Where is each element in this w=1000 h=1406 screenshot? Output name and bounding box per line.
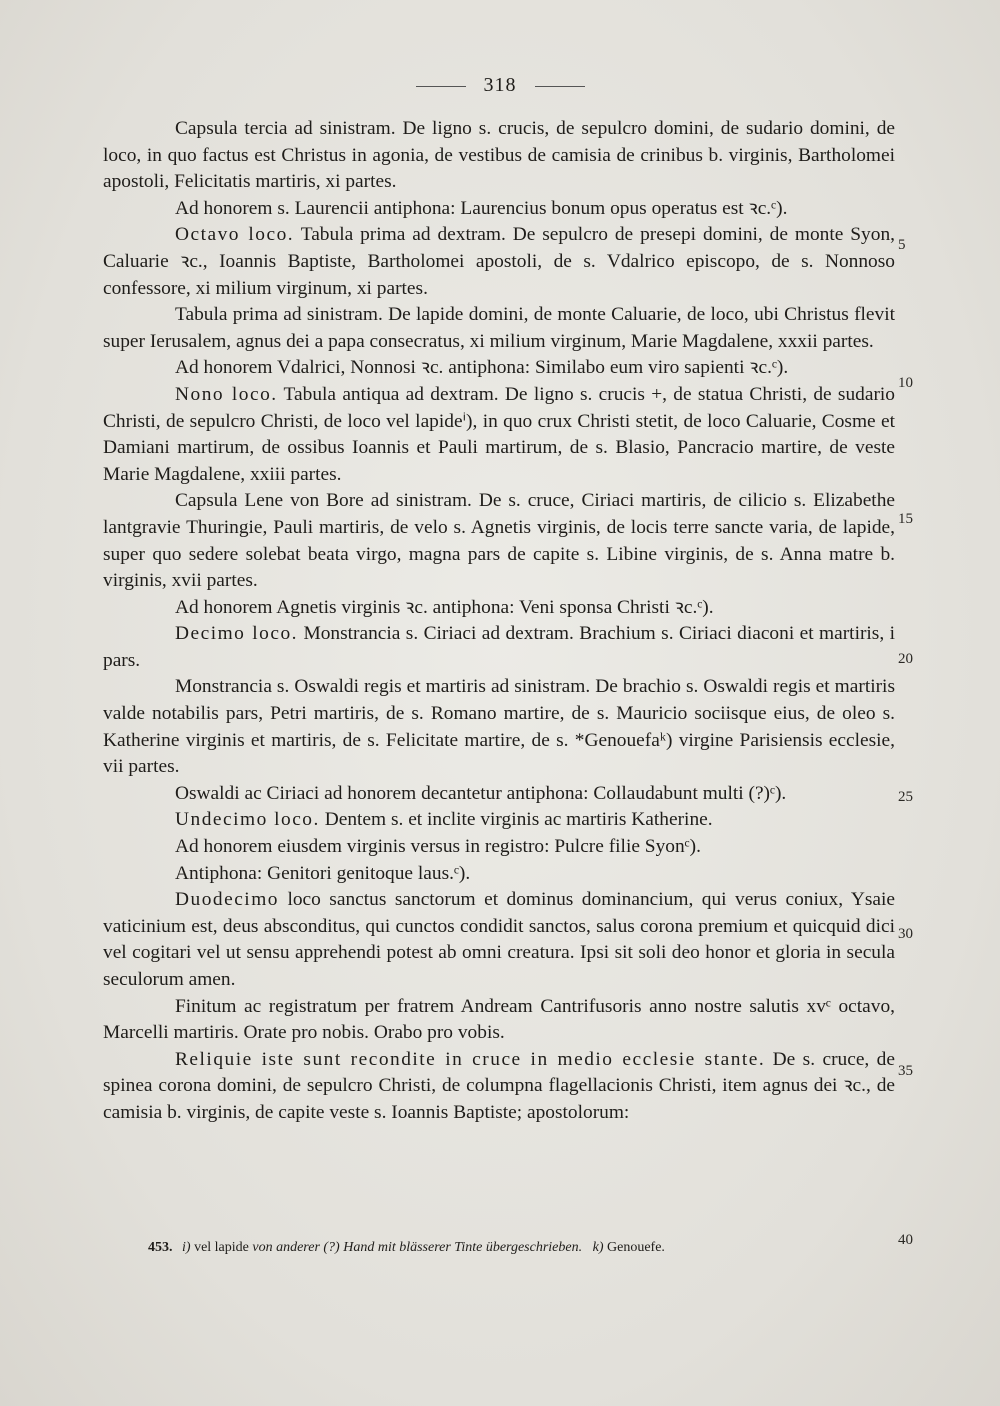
paragraph bbox=[103, 1047, 895, 1127]
paragraph: Finitum ac registratum per fratrem Andream Cantrifusoris anno nostre salutis xvᶜ octavo, Marcelli martiris. Orate pro nobis. Orabo pro vobis. bbox=[103, 995, 895, 1044]
footnote bbox=[148, 1240, 868, 1256]
line-number: 10 bbox=[898, 375, 913, 391]
footnote-mark: k) bbox=[592, 1240, 604, 1255]
paragraph: Capsula Lene von Bore ad sinistram. De s. cruce, Ciriaci martiris, de cilicio s. Elizabethe lantgravie Thuringie, Pauli martiris, de velo s. Agnetis virginis, de locis terre sancte varia, de lapide, super quo sedere solebat beata virgo, magna pars de capite s. Libine virginis, de s. Anna matre b. virginis, xvii partes. bbox=[103, 490, 895, 592]
page-number: 318 bbox=[483, 74, 517, 96]
paragraph-text: De s. cruce, de spinea corona domini, de sepulcro Christi, de columpna flagellacionis Christi, item agnus dei ꝛc., de camisia b. virginis, de capite veste s. Ioannis Baptiste; apostolorum: bbox=[103, 1048, 895, 1123]
page-header bbox=[0, 74, 1000, 97]
paragraph bbox=[103, 887, 895, 993]
footnote-comment: von anderer (?) Hand mit blässerer Tinte übergeschrieben. bbox=[252, 1240, 583, 1255]
line-number: 15 bbox=[898, 511, 913, 527]
section-heading: Reliquie iste sunt recondite in cruce in medio ecclesie stante. bbox=[175, 1048, 766, 1070]
footnote-number: 453. bbox=[148, 1240, 173, 1255]
paragraph bbox=[103, 382, 895, 488]
line-number: 20 bbox=[898, 651, 913, 667]
paragraph-text: Monstrancia s. Ciriaci ad dextram. Brachium s. Ciriaci diaconi et martiris, i pars. bbox=[103, 623, 895, 671]
paragraph bbox=[103, 621, 895, 674]
line-number: 40 bbox=[898, 1232, 913, 1248]
line-number: 5 bbox=[898, 237, 906, 253]
paragraph bbox=[103, 807, 895, 834]
line-number: 25 bbox=[898, 789, 913, 805]
paragraph: Oswaldi ac Ciriaci ad honorem decantetur antiphona: Collaudabunt multi (?)ᶜ). bbox=[175, 782, 787, 804]
paragraph-text: Dentem s. et inclite virginis ac martiris Katherine. bbox=[324, 809, 713, 831]
paragraph-text: Tabula antiqua ad dextram. De ligno s. crucis +, de statua Christi, de sudario Christi, de sepulcro Christi, de loco vel lapideⁱ), in quo crux Christi stetit, de loco Caluarie, Cosme et Damiani martirum, de ossibus Ioannis et Pauli martirum, de s. Blasio, Pancracio martire, de veste Marie Magdalene, xxiii partes. bbox=[103, 383, 895, 485]
header-rule-left bbox=[416, 86, 466, 87]
paragraph-text: loco sanctus sanctorum et dominus dominancium, qui verus coniux, Ysaie vaticinium est, deus absconditus, qui cunctos condidit sanctos, salus corona premium et quicquid dici vel cogitari vel ut sensu apprehendi potest ab omni creatura. Ipsi sit soli deo honor et gloria in secula seculorum amen. bbox=[103, 889, 895, 990]
paragraph: Tabula prima ad sinistram. De lapide domini, de monte Caluarie, de loco, ubi Christus flevit super Ierusalem, agnus dei a papa consecratus, xi milium virginum, Marie Magdalene, xxxii partes. bbox=[103, 304, 895, 352]
section-heading: Nono loco. bbox=[175, 383, 278, 405]
section-heading: Decimo loco. bbox=[175, 623, 299, 645]
line-number: 35 bbox=[898, 1063, 913, 1079]
main-text bbox=[103, 116, 895, 1127]
section-heading: Undecimo loco. bbox=[175, 809, 320, 831]
paragraph: Antiphona: Genitori genitoque laus.ᶜ). bbox=[175, 862, 471, 884]
paragraph: Ad honorem Agnetis virginis ꝛc. antiphona: Veni sponsa Christi ꝛc.ᶜ). bbox=[175, 596, 714, 618]
footnote-text: vel lapide bbox=[194, 1240, 249, 1255]
section-heading: Duodecimo bbox=[175, 889, 279, 911]
paragraph-text: Tabula prima ad dextram. De sepulcro de presepi domini, de monte Syon, Caluarie ꝛc., Ioannis Baptiste, Bartholomei apostoli, de s. Vdalrico episcopo, de s. Nonnoso confessore, xi milium virginum, xi partes. bbox=[103, 224, 895, 299]
header-rule-right bbox=[535, 86, 585, 87]
paragraph: Ad honorem Vdalrici, Nonnosi ꝛc. antiphona: Similabo eum viro sapienti ꝛc.ᶜ). bbox=[175, 357, 789, 379]
paragraph: Ad honorem eiusdem virginis versus in registro: Pulcre filie Syonᶜ). bbox=[175, 836, 701, 858]
section-heading: Octavo loco. bbox=[175, 224, 295, 246]
line-number: 30 bbox=[898, 926, 913, 942]
paragraph bbox=[103, 222, 895, 302]
paragraph: Ad honorem s. Laurencii antiphona: Laurencius bonum opus operatus est ꝛc.ᶜ). bbox=[175, 197, 788, 219]
footnote-mark: i) bbox=[182, 1240, 191, 1255]
paragraph: Capsula tercia ad sinistram. De ligno s. crucis, de sepulcro domini, de sudario domini, de loco, in quo factus est Christus in agonia, de vestibus de camisia de crinibus b. virginis, Bartholomei apostoli, Felicitatis martiris, xi partes. bbox=[103, 118, 895, 193]
paragraph: Monstrancia s. Oswaldi regis et martiris ad sinistram. De brachio s. Oswaldi regis et martiris valde notabilis pars, Petri martiris, de s. Romano martire, de s. Mauricio sociisque eius, de oleo s. Katherine virginis et martiris, de s. Felicitate martire, de s. *Genouefaᵏ) virgine Parisiensis ecclesie, vii partes. bbox=[103, 676, 895, 778]
footnote-text: Genouefe. bbox=[607, 1240, 665, 1255]
